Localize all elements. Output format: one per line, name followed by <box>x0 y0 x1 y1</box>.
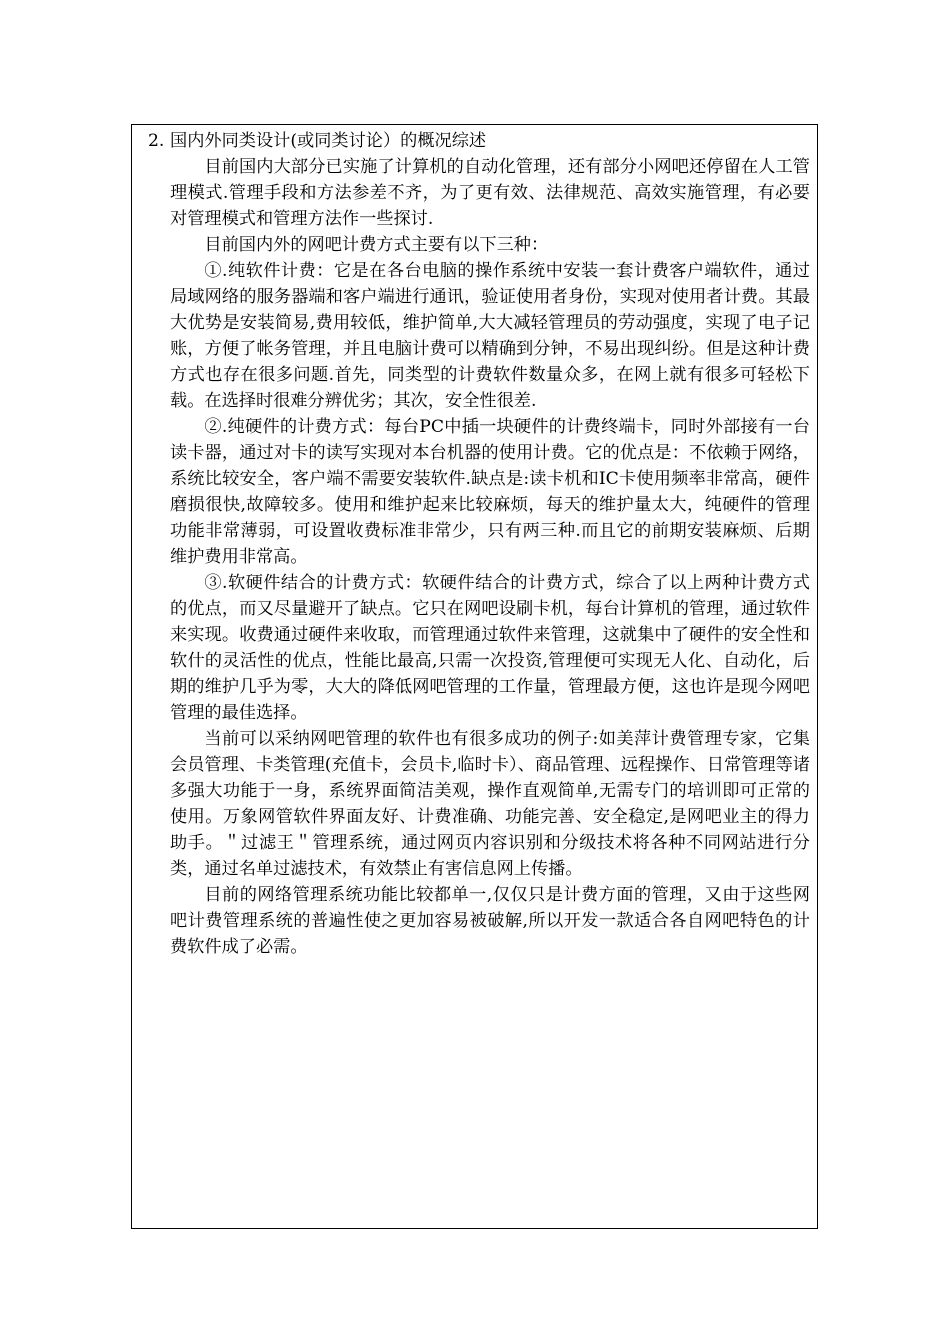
paragraph-billing-methods: 目前国内外的网吧计费方式主要有以下三种： <box>204 235 549 255</box>
paragraph-conclusion: 目前的网络管理系统功能比较都单一,仅仅只是计费方面的管理，又由于这些网吧计费管理系统的普遍性使之更加容易被破解,所以开发一款适合各自网吧特色的计费软件成了必需。 <box>170 885 810 957</box>
paragraph-hybrid-billing: ③.软硬件结合的计费方式：软硬件结合的计费方式，综合了以上两种计费方式的优点，而又尽量避开了缺点。它只在网吧设刷卡机，每台计算机的管理，通过软件来实现。收费通过硬件来收取，而管理通过软件来管理，这就集中了硬件的安全性和软什的灵活性的优点，性能比最高,只需一次投资,管理便可实现无人化、自动化，后期的维护几乎为零，大大的降低网吧管理的工作量，管理最方便，这也许是现今网吧管理的最佳选择。 <box>170 573 810 723</box>
table-cell-frame <box>131 124 818 1229</box>
paragraph-software-billing: ①.纯软件计费：它是在各台电脑的操作系统中安装一套计费客户端软件，通过局域网络的服务器端和客户端进行通讯，验证使用者身份，实现对使用者计费。其最大优势是安装简易,费用较低，维护简单,大大减轻管理员的劳动强度，实现了电子记账，方便了帐务管理，并且电脑计费可以精确到分钟，不易出现纠纷。但是这种计费方式也存在很多问题.首先，同类型的计费软件数量众多，在网上就有很多可轻松下载。在选择时很难分辨优劣；其次，安全性很差. <box>170 261 810 411</box>
paragraph-examples: 当前可以采纳网吧管理的软件也有很多成功的例子:如美萍计费管理专家，它集会员管理、卡类管理(充值卡，会员卡,临时卡）、商品管理、远程操作、日常管理等诸多强大功能于一身，系统界面简洁美观，操作直观简单,无需专门的培训即可正常的使用。万象网管软件界面友好、计费准确、功能完善、安全稳定,是网吧业主的得力助手。＂过滤王＂管理系统，通过网页内容识别和分级技术将各种不同网站进行分类，通过名单过滤技术，有效禁止有害信息网上传播。 <box>170 729 810 879</box>
section-number: 2. <box>148 131 165 151</box>
section-heading <box>140 128 810 154</box>
paragraph-intro: 目前国内大部分已实施了计算机的自动化管理，还有部分小网吧还停留在人工管理模式.管理手段和方法参差不齐，为了更有效、法律规范、高效实施管理，有必要对管理模式和管理方法作一些探讨. <box>170 157 810 229</box>
document-body <box>148 128 810 960</box>
paragraph-hardware-billing: ②.纯硬件的计费方式：每台PC中插一块硬件的计费终端卡，同时外部接有一台读卡器，通过对卡的读写实现对本台机器的使用计费。它的优点是：不依赖于网络，系统比较安全，客户端不需要安装软件.缺点是:读卡机和IC卡使用频率非常高，硬件磨损很快,故障较多。使用和维护起来比较麻烦，每天的维护量太大，纯硬件的管理功能非常薄弱，可设置收费标准非常少，只有两三种.而且它的前期安装麻烦、后期维护费用非常高。 <box>170 417 810 567</box>
section-title: 国内外同类设计(或同类讨论）的概况综述 <box>170 131 487 151</box>
